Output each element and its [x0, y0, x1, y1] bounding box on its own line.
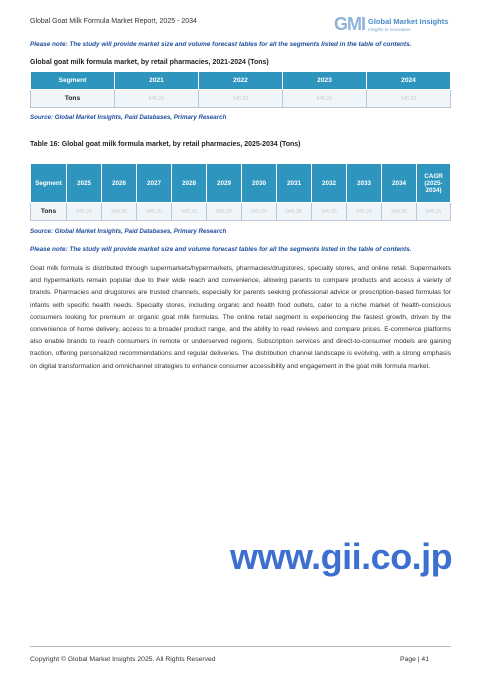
table-cell: 945.26	[277, 203, 312, 221]
table-cell: 945.26	[199, 90, 283, 108]
footer-page-number: Page | 41	[400, 656, 429, 663]
body-paragraph: Goat milk formula is distributed through supermarkets/hypermarkets, pharmacies/drugstores, specialty stores, and online retail. Supermarkets and hypermarkets remain popular due to their wide reach and convenience, allowing parents to compare products and access a variety of brands. Pharmacies and drugstores are trusted channels, especially for parents seeking professional advice or prescription-based formulas for infants with specific health needs. Specialty stores, including organic and health food outlets, cater to a niche market of health-conscious consumers looking for premium or organic goat milk formulas. The online retail segment is experiencing the fastest growth, driven by the convenience of home delivery, access to a broader product range, and the ability to read reviews and compare prices. E-commerce platforms also enable brands to reach consumers in remote or underserved regions. Subscription services and direct-to-consumer models are gaining traction, offering personalized recommendations and regular deliveries. The distribution channel landscape is evolving, with a strong emphasis on digital transformation and omnichannel strategies to enhance consumer accessibility and engagement in the goat milk formula market.	[30, 265, 451, 370]
table-header-cell: 2034	[382, 164, 417, 203]
table-header-row	[31, 164, 451, 203]
table-header-cell: 2033	[347, 164, 382, 203]
table-header-cell: 2026	[102, 164, 137, 203]
table-cell: 945.26	[102, 203, 137, 221]
table-row	[31, 90, 451, 108]
footer-divider	[30, 646, 451, 647]
table-header-cell: 2022	[199, 72, 283, 90]
table-header-cell: Segment	[31, 72, 115, 90]
table-cell: 945.26	[67, 203, 102, 221]
table-header-cell: 2029	[207, 164, 242, 203]
table-header-cell: 2027	[137, 164, 172, 203]
table-header-cell: 2031	[277, 164, 312, 203]
gmi-logo	[334, 14, 454, 36]
table-cell: 945.26	[115, 90, 199, 108]
table-header-cell: CAGR (2025-2034)	[417, 164, 451, 203]
table-header-row	[31, 72, 451, 90]
table2-caption: Table 16: Global goat milk formula market, by retail pharmacies, 2025-2034 (Tons)	[30, 141, 301, 148]
table-cell: 945.26	[367, 90, 451, 108]
table-cell: 945.26	[347, 203, 382, 221]
table-header-cell: 2030	[242, 164, 277, 203]
watermark: www.gii.co.jp	[230, 536, 453, 577]
row-label: Tons	[31, 203, 67, 221]
table-header-cell: 2032	[312, 164, 347, 203]
table-cell: 945.26	[382, 203, 417, 221]
table-cell: 945.26	[207, 203, 242, 221]
table2-source: Source: Global Market Insights, Paid Databases, Primary Research	[30, 228, 227, 235]
table-cell: 945.26	[312, 203, 347, 221]
table-cell: 945.26	[137, 203, 172, 221]
table-cell: 945.26	[172, 203, 207, 221]
footer-copyright: Copyright © Global Market Insights 2025. All Rights Reserved	[30, 656, 216, 663]
table-header-cell: 2025	[67, 164, 102, 203]
gmi-logo-mark: GMI	[334, 14, 365, 34]
forecast-note-top: Please note: The study will provide market size and volume forecast tables for all the segments listed in the table of contents.	[30, 41, 412, 48]
table-row	[31, 203, 451, 221]
table-header-cell: Segment	[31, 164, 67, 203]
table-retail-pharmacies-2025-2034	[30, 163, 451, 221]
forecast-note-bottom: Please note: The study will provide market size and volume forecast tables for all the segments listed in the table of contents.	[30, 246, 412, 253]
table-header-cell: 2028	[172, 164, 207, 203]
table1-caption: Global goat milk formula market, by retail pharmacies, 2021-2024 (Tons)	[30, 59, 269, 66]
table-cell: 945.26	[283, 90, 367, 108]
table-header-cell: 2023	[283, 72, 367, 90]
table-retail-pharmacies-2021-2024	[30, 71, 451, 108]
table-cell: 945.26	[417, 203, 451, 221]
gmi-logo-tagline: Insights to Innovation	[368, 27, 411, 32]
row-label: Tons	[31, 90, 115, 108]
table-header-cell: 2021	[115, 72, 199, 90]
table-cell: 945.26	[242, 203, 277, 221]
table1-source: Source: Global Market Insights, Paid Databases, Primary Research	[30, 114, 227, 121]
gmi-logo-name: Global Market Insights	[368, 17, 449, 26]
report-header-title: Global Goat Milk Formula Market Report, 2025 - 2034	[30, 18, 197, 25]
table-header-cell: 2024	[367, 72, 451, 90]
